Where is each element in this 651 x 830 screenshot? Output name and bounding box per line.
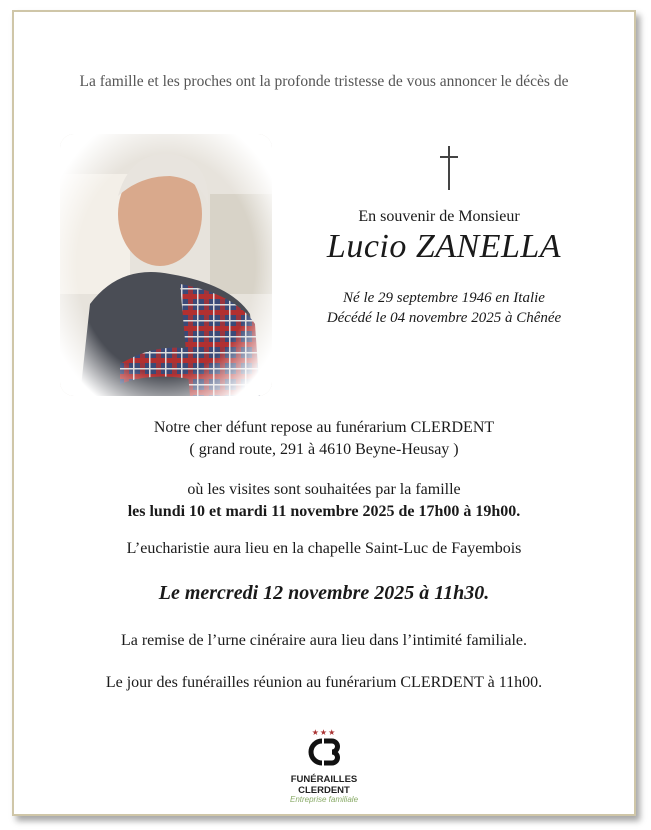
visits-block: [14, 479, 634, 523]
funeral-home-logo: [264, 729, 384, 809]
ceremony-date: Le mercredi 12 novembre 2025 à 11h30.: [158, 582, 490, 604]
death-line: Décédé le 04 novembre 2025 à Chênée: [326, 310, 562, 326]
cross-icon: [434, 142, 464, 202]
visits-line-2: les lundi 10 et mardi 11 novembre 2025 de 17h00 à 19h00.: [127, 503, 521, 520]
meeting-text: Le jour des funérailles réunion au funérarium CLERDENT à 11h00.: [105, 674, 543, 691]
repose-block: [14, 417, 634, 461]
portrait-photo: [60, 134, 272, 396]
repose-line-1: Notre cher défunt repose au funérarium CLERDENT: [153, 419, 495, 436]
eucharist-text: L’eucharistie aura lieu en la chapelle Saint-Luc de Fayembois: [126, 540, 522, 557]
urn-text: La remise de l’urne cinéraire aura lieu dans l’intimité familiale.: [120, 632, 528, 649]
logo-tagline: Entreprise familiale: [289, 795, 359, 804]
cb-logo-icon: [304, 737, 344, 767]
birth-line: Né le 29 septembre 1946 en Italie: [343, 290, 545, 306]
obituary-card: [12, 10, 636, 816]
repose-line-2: ( grand route, 291 à 4610 Beyne-Heusay ): [189, 441, 459, 458]
logo-brand: FUNÉRAILLES CLERDENT: [290, 774, 358, 796]
visits-line-1: où les visites sont souhaitées par la famille: [187, 481, 461, 498]
intro-text: La famille et les proches ont la profonde tristesse de vous annoncer le décès de: [79, 73, 569, 90]
souvenir-label: En souvenir de Monsieur: [358, 208, 520, 225]
life-dates: [294, 288, 594, 328]
logo-stars: ★★★: [311, 728, 337, 737]
deceased-name: Lucio ZANELLA: [326, 228, 562, 265]
